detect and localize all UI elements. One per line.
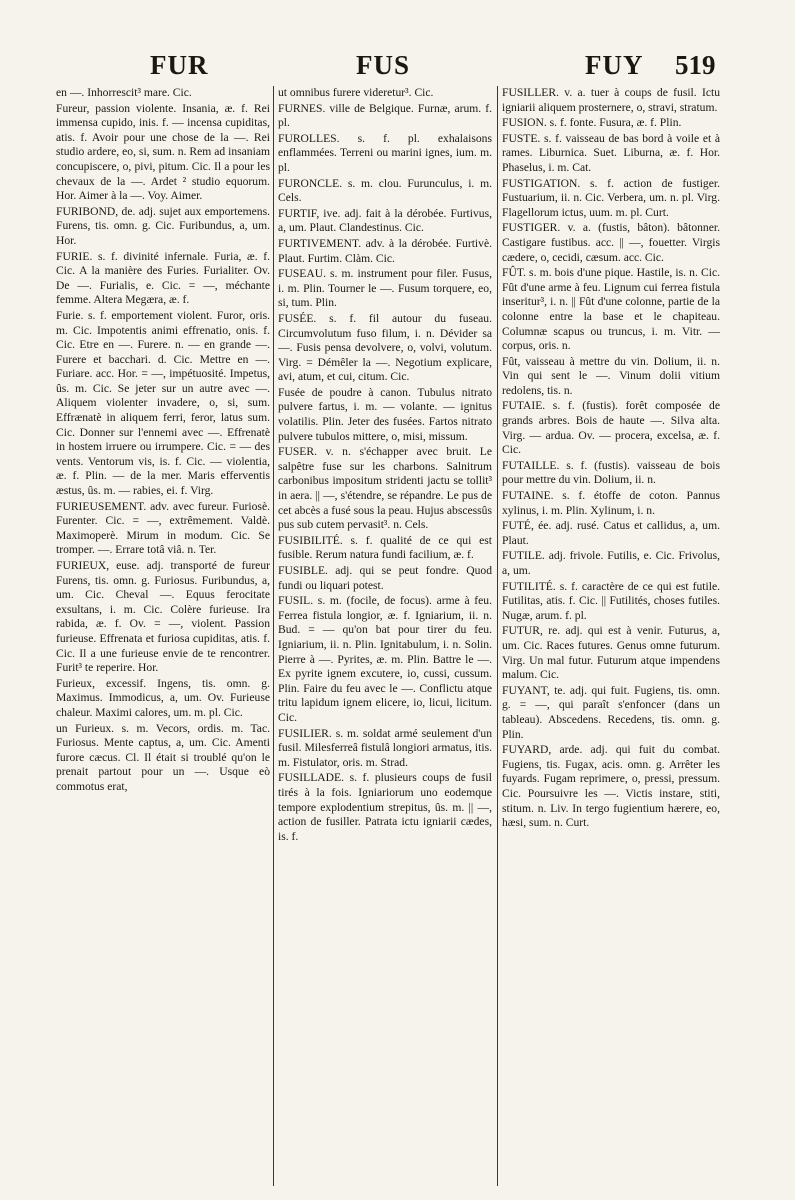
dictionary-entry: FUROLLES. s. f. pl. exhalaisons enflammées. Terreni ou marini ignes, ium. m. pl. [278, 131, 492, 174]
dictionary-entry: FUSIL. s. m. (focile, de focus). arme à feu. Ferrea fistula longior, æ. f. Igniarium, ii. n. Bud. = — qu'on bat pour tirer du feu. Igniarium, ii. n. Plin. Ignitabulum, i. n. Solin. Pierre à —. Pyrites, æ. m. Plin. Battre le —. Ex pyrite ignem excutere, io, cussi, cussum. Plin. Faire du feu avec le —. Conflictu atque tritu lapidum ignem elicere, io, licui, licitum. Cic. [278, 594, 492, 724]
dictionary-entry: FUTAILLE. s. f. (fustis). vaisseau de bois pour mettre du vin. Dolium, ii. n. [502, 458, 720, 487]
dictionary-entry: FUSTIGER. v. a. (fustis, bâton). bâtonner. Castigare fustibus. acc. || —, fouetter. Virgis cædere, o, cecidi, cæsum. acc. Cic. [502, 221, 720, 264]
dictionary-entry: FUSILLER. v. a. tuer à coups de fusil. Ictu igniarii aliquem prosternere, o, stravi, stratum. [502, 86, 720, 114]
dictionary-entry: FURIBOND, de. adj. sujet aux emportemens. Furens, tis. omn. g. Cic. Furibundus, a, um. Hor. [56, 204, 270, 247]
column-divider [273, 86, 274, 1186]
left-guide-word: FUR [150, 50, 209, 80]
dictionary-entry: FÛT. s. m. bois d'une pique. Hastile, is. n. Cic. Fût d'une arme à feu. Lignum cui ferrea fistula inseritur³, i. n. || Fût d'une colonne, partie de la colonne entre la base et le chapiteau. Columnæ scapus ou truncus, i. m. Vitr. — corpus, oris. n. [502, 266, 720, 353]
dictionary-entry: FUSIBLE. adj. qui se peut fondre. Quod fundi ou liquari potest. [278, 564, 492, 592]
dictionary-entry: FUSILIER. s. m. soldat armé seulement d'un fusil. Milesferreâ fistulâ longiori armatus, itis. m. Fistulator, oris. m. Strad. [278, 726, 492, 769]
dictionary-entry: FUSILLADE. s. f. plusieurs coups de fusil tirés à la fois. Igniariorum uno eodemque tempore explodentium strepitus, ûs. m. || —, action de fusiller. Patrata ictu igniarii cædes, is. f. [278, 771, 492, 843]
dictionary-entry: FUSTIGATION. s. f. action de fustiger. Fustuarium, ii. n. Cic. Verbera, um. n. pl. Virg. Flagellorum ictus, uum. m. pl. Curt. [502, 176, 720, 219]
dictionary-entry: Fût, vaisseau à mettre du vin. Dolium, ii. n. Vin qui sent le —. Vinum dolii vitium redolens, tis. n. [502, 354, 720, 397]
dictionary-entry: FUSÉE. s. f. fil autour du fuseau. Circumvolutum fuso filum, i. n. Dévider sa —. Fusis pensa devolvere, o, volvi, volutum. Virg. = Démêler la —. Negotium explicare, avi, atum, et cui, citum. Cic. [278, 311, 492, 384]
dictionary-entry: FUTÉ, ée. adj. rusé. Catus et callidus, a, um. Plaut. [502, 519, 720, 547]
dictionary-entry: un Furieux. s. m. Vecors, ordis. m. Tac. Furiosus. Mente captus, a, um. Cic. Amenti furore cæcus. Cl. Il était si troublé qu'on le prenait partout pour un —. Usque eò commotus erat, [56, 721, 270, 793]
dictionary-entry: FURTIF, ive. adj. fait à la dérobée. Furtivus, a, um. Plaut. Clandestinus. Cic. [278, 206, 492, 235]
column-left [56, 86, 270, 1186]
column-middle [278, 86, 492, 1186]
dictionary-entry: FUSION. s. f. fonte. Fusura, æ. f. Plin. [502, 116, 682, 130]
dictionary-entry: FUSER. v. n. s'échapper avec bruit. Le salpêtre fuse sur les charbons. Salnitrum carbonibus impositum stridenti jactu se tollit³ in aera. || —, s'étendre, se répandre. Le pus de cet abcès a fusé sous la peau. Hujus abscessûs pus sub cutem pervasit³. n. Cels. [278, 445, 492, 532]
running-header [0, 50, 795, 88]
dictionary-entry: FUSEAU. s. m. instrument pour filer. Fusus, i. m. Plin. Tourner le —. Fusum torquere, eo, si, tum. Plin. [278, 267, 492, 310]
dictionary-entry: FUTUR, re. adj. qui est à venir. Futurus, a, um. Cic. Races futures. Genus omne futurum. Virg. Un mal futur. Futurum atque impendens malum. Cic. [502, 624, 720, 682]
center-guide-word: FUS [356, 50, 411, 80]
column-right [502, 86, 720, 1186]
dictionary-entry: FUTAINE. s. f. étoffe de coton. Pannus xylinus, i. m. Plin. Xylinum, i. n. [502, 489, 720, 517]
dictionary-entry: FUTILITÉ. s. f. caractère de ce qui est futile. Futilitas, atis. f. Cic. || Futilités, choses futiles. Nugæ, arum. f. pl. [502, 579, 720, 622]
dictionary-entry: Furie. s. f. emportement violent. Furor, oris. m. Cic. Impotentis animi effrenatio, onis. f. Cic. Etre en —. Furere. n. — en grande —. Furere et bacchari. d. Cic. Mettre en —. Furiare. acc. Hor. = —, impétuosité. Impetus, ûs. m. Cic. Se jeter sur un autre avec —. Aliquem violenter invadere, o, si, sum. Effrænatè in aliquem ferri, feror, latus sum. Cic. Donner sur l'ennemi avec —. Effrenatè in hostem irruere ou irrumpere. Cic. = — des vents. Ventorum vis, is. f. Cic. — violentia, æ. f. Plin. — de la mer. Maris efferventis æstus, ûs. m. — rabies, ei. f. Virg. [56, 308, 270, 498]
dictionary-entry: Fureur, passion violente. Insania, æ. f. Rei immensa cupido, inis. f. — incensa cupiditas, atis. f. Avoir pour une chose de la —. Rei studio ardere, eo, si, sum. n. Rem ad insaniam concupiscere, o, pivi, pitum. Cic. Il a pour les chevaux de la —. Ardet ² studio equorum. Hor. Aimer à la —. Voy. Aimer. [56, 101, 270, 203]
right-guide-word: FUY [585, 50, 644, 80]
dictionary-entry: FUTILE. adj. frivole. Futilis, e. Cic. Frivolus, a, um. [502, 549, 720, 577]
dictionary-entry: FUSIBILITÉ. s. f. qualité de ce qui est fusible. Rerum natura fundi facilium, æ. f. [278, 533, 492, 562]
dictionary-entry: FURONCLE. s. m. clou. Furunculus, i. m. Cels. [278, 176, 492, 205]
dictionary-entry: FURIE. s. f. divinité infernale. Furia, æ. f. Cic. A la manière des Furies. Furialiter. Ov. De —. Furialis, e. Cic. = —, méchante femme. Altera Megæra, æ. f. [56, 249, 270, 307]
text-columns [56, 86, 720, 1186]
dictionary-entry: FURNES. ville de Belgique. Furnæ, arum. f. pl. [278, 101, 492, 130]
dictionary-entry: Fusée de poudre à canon. Tubulus nitrato pulvere fartus, i. m. — volante. — ignitus volatilis. Plin. Jeter des fusées. Fartos nitrato pulvere tubulos mittere, o, misi, missum. [278, 385, 492, 443]
dictionary-entry: FUYANT, te. adj. qui fuit. Fugiens, tis. omn. g. = —, qui paraît s'enfoncer (dans un tableau). Abscedens. Recedens, tis. omn. g. Plin. [502, 683, 720, 741]
dictionary-entry: FUSTE. s. f. vaisseau de bas bord à voile et à rames. Liburnica. Suet. Liburna, æ. f. Hor. Phaselus, i. m. Cat. [502, 131, 720, 174]
dictionary-entry: en —. Inhorrescit³ mare. Cic. [56, 86, 192, 99]
dictionary-entry: ut omnibus furere videretur³. Cic. [278, 86, 434, 99]
dictionary-entry: FURTIVEMENT. adv. à la dérobée. Furtivè. Plaut. Furtim. Clàm. Cic. [278, 236, 492, 265]
column-divider [497, 86, 498, 1186]
dictionary-entry: FUYARD, arde. adj. qui fuit du combat. Fugiens, tis. Fugax, acis. omn. g. Arrêter les fuyards. Fugam reprimere, o, pressi, pressum. Cic. Poursuivre les —. Victis instare, stiti, stitum. n. Liv. In tergo fugientium hærere, eo, hæsi, sum. n. Curt. [502, 743, 720, 830]
dictionary-entry: Furieux, excessif. Ingens, tis. omn. g. Maximus. Immodicus, a, um. Ov. Furieuse chaleur. Maximi calores, um. m. pl. Cic. [56, 676, 270, 719]
dictionary-entry: FUTAIE. s. f. (fustis). forêt composée de grands arbres. Bois de haute —. Silva alta. Virg. — ardua. Ov. — procera, excelsa, æ. f. Cic. [502, 399, 720, 457]
page-number: 519 [675, 50, 716, 80]
dictionary-entry: FURIEUX, euse. adj. transporté de fureur Furens, tis. omn. g. Furiosus. Furibundus, a, um. Cic. Cheval —. Equus ferocitate exsultans, i. m. Cic. Colère furieuse. Ira rabida, æ. f. Ov. = —, violent. Passion furieuse. Effrenata et furiosa cupiditas, atis. f. Cic. Il a une furieuse envie de te rencontrer. Furit³ te reperire. Hor. [56, 559, 270, 675]
dictionary-entry: FURIEUSEMENT. adv. avec fureur. Furiosè. Furenter. Cic. = —, extrêmement. Valdè. Maximoperè. Mirum in modum. Cic. Se tromper. —. Errare totâ viâ. n. Ter. [56, 499, 270, 557]
